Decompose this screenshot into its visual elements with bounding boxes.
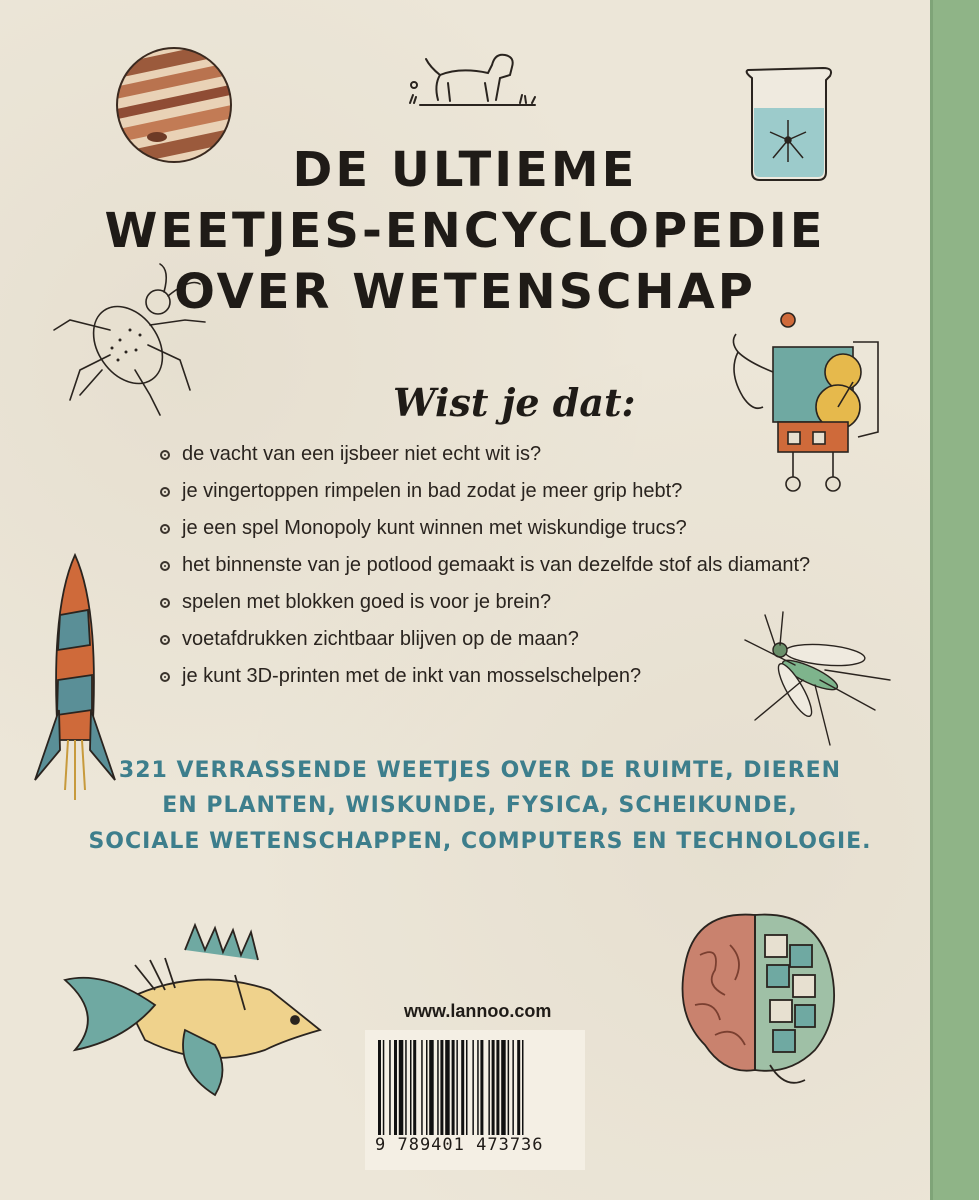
fact-text: je kunt 3D-printen met de inkt van mosselschelpen? <box>182 665 642 687</box>
bullet-icon <box>160 487 170 497</box>
fact-item <box>160 621 810 658</box>
green-spine-strip <box>930 0 979 1200</box>
title-line-1: DE ULTIEME <box>292 142 638 198</box>
fact-item <box>160 436 810 473</box>
fact-text: je een spel Monopoly kunt winnen met wiskundige trucs? <box>182 517 687 539</box>
bullet-icon <box>160 561 170 571</box>
subtitle-line-2: EN PLANTEN, WISKUNDE, FYSICA, SCHEIKUNDE, <box>162 793 798 818</box>
bullet-icon <box>160 524 170 534</box>
fish-illustration <box>55 920 325 1100</box>
fact-text: het binnenste van je potlood gemaakt is van dezelfde stof als diamant? <box>182 554 811 576</box>
barcode-icon <box>378 1040 573 1135</box>
bullet-icon <box>160 635 170 645</box>
fact-list <box>160 436 810 695</box>
fact-item <box>160 547 810 584</box>
subtitle-line-3: SOCIALE WETENSCHAPPEN, COMPUTERS EN TECHNOLOGIE. <box>88 829 872 854</box>
bullet-icon <box>160 598 170 608</box>
isbn-number: 9 789401 473736 <box>375 1135 544 1155</box>
publisher-website[interactable]: www.lannoo.com <box>404 1001 552 1021</box>
fact-item <box>160 658 810 695</box>
barcode-panel <box>365 1030 585 1170</box>
fact-text: de vacht van een ijsbeer niet echt wit is? <box>182 443 542 465</box>
fact-item <box>160 584 810 621</box>
intro-heading: Wist je dat: <box>393 380 636 425</box>
fact-item <box>160 510 810 547</box>
fact-text: spelen met blokken goed is voor je brein? <box>182 591 552 613</box>
fact-text: je vingertoppen rimpelen in bad zodat je meer grip hebt? <box>182 480 683 502</box>
dog-sketch-illustration <box>400 45 550 110</box>
title-line-3: OVER WETENSCHAP <box>174 264 756 320</box>
bullet-icon <box>160 450 170 460</box>
fact-item <box>160 473 810 510</box>
subtitle-line-1: 321 VERRASSENDE WEETJES OVER DE RUIMTE, DIEREN <box>118 758 842 783</box>
title-line-2: WEETJES-ENCYCLOPEDIE <box>104 203 826 259</box>
fact-text: voetafdrukken zichtbaar blijven op de maan? <box>182 628 579 650</box>
brain-illustration <box>675 905 845 1095</box>
bullet-icon <box>160 672 170 682</box>
